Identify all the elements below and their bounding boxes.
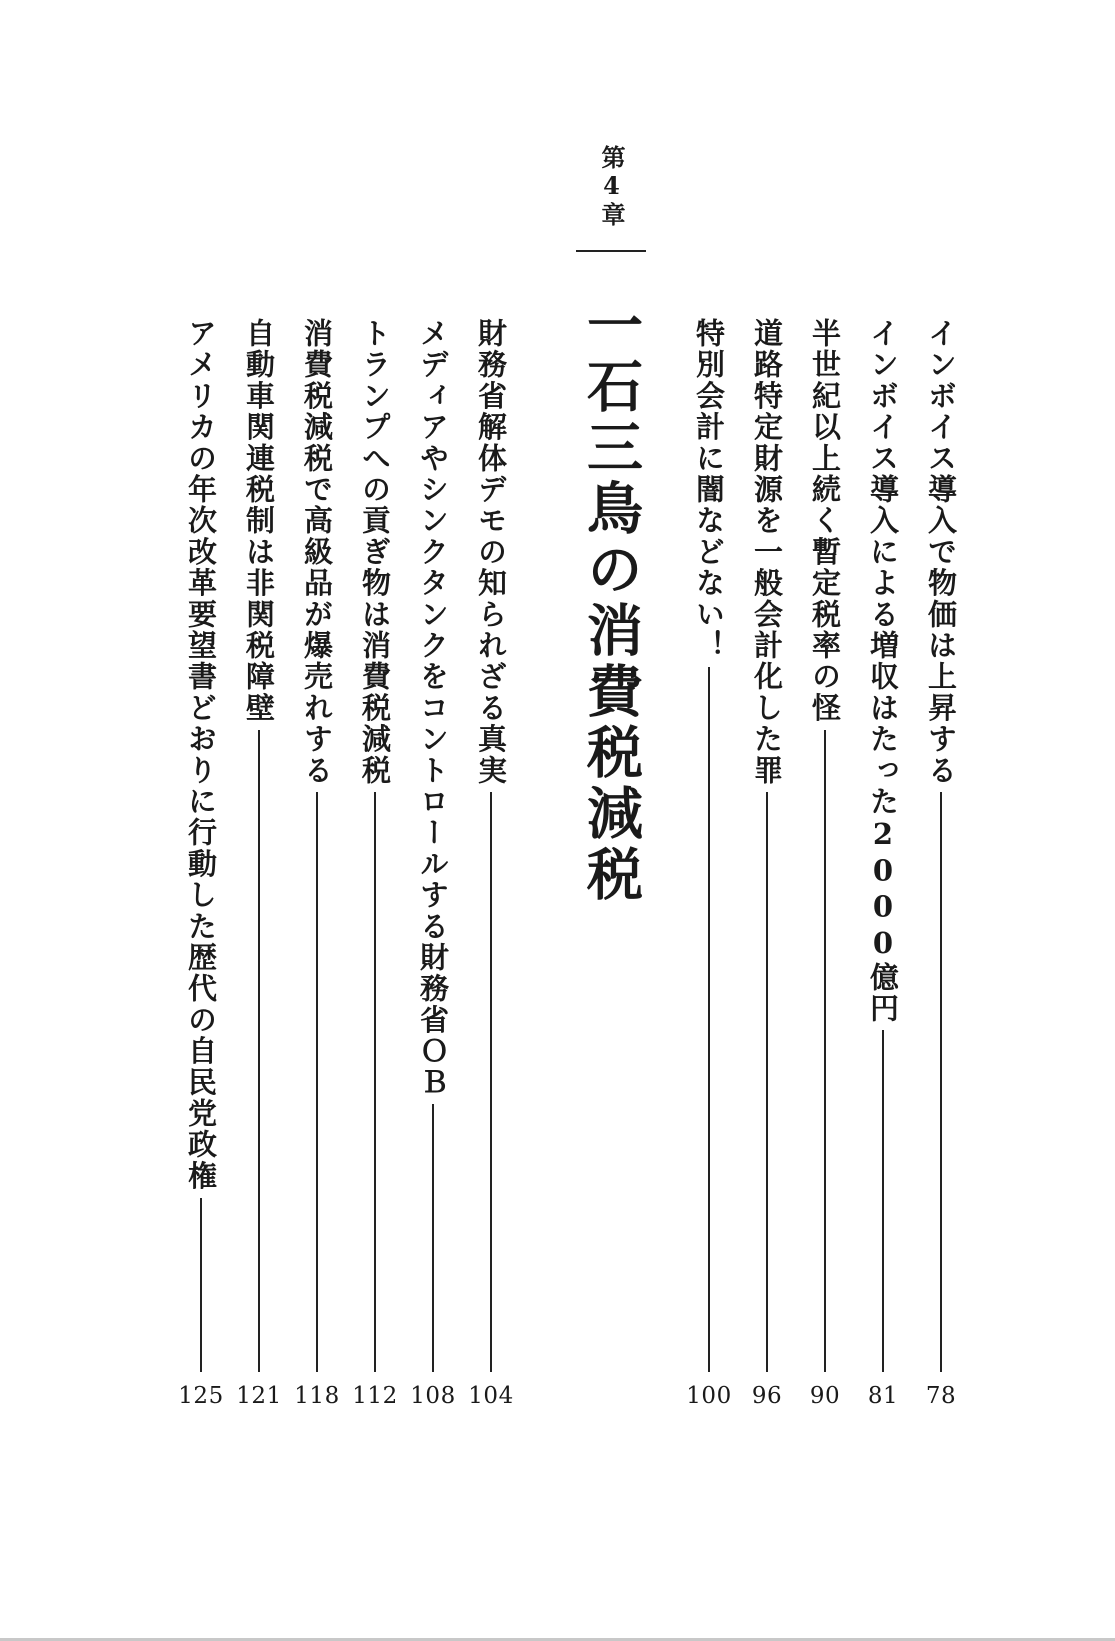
toc-entry-page: 100 bbox=[686, 1383, 732, 1409]
leader-line bbox=[432, 1104, 434, 1372]
leader-line bbox=[490, 792, 492, 1372]
chapter-title: 一石三鳥の消費税減税 bbox=[578, 296, 644, 906]
toc-entry-title: インボイス導入による増収はたった2000億円 bbox=[866, 318, 900, 1025]
toc-entry-page: 104 bbox=[468, 1383, 514, 1409]
toc-entry-page: 96 bbox=[751, 1383, 783, 1409]
toc-entry-title: 自動車関連税制は非関税障壁 bbox=[242, 318, 276, 724]
toc-entry[interactable] bbox=[237, 318, 281, 1372]
toc-entry-page: 112 bbox=[352, 1383, 398, 1409]
leader-line bbox=[824, 730, 826, 1372]
leader-line bbox=[258, 730, 260, 1372]
leader-line bbox=[940, 792, 942, 1372]
toc-entry-title: 半世紀以上続く暫定税率の怪 bbox=[808, 318, 842, 724]
toc-entry-title: トランプへの貢ぎ物は消費税減税 bbox=[358, 318, 392, 786]
toc-entry-page: 81 bbox=[867, 1383, 899, 1409]
toc-entry-title: メディアやシンクタンクをコントロールする財務省ＯＢ bbox=[416, 318, 450, 1098]
leader-line bbox=[200, 1198, 202, 1372]
toc-entry-page: 118 bbox=[294, 1383, 340, 1409]
toc-entry[interactable] bbox=[687, 318, 731, 1372]
toc-entry[interactable] bbox=[353, 318, 397, 1372]
toc-entry-page: 125 bbox=[178, 1383, 224, 1409]
chapter-rule bbox=[576, 250, 646, 252]
toc-entry-title: 財務省解体デモの知られざる真実 bbox=[474, 318, 508, 786]
leader-line bbox=[766, 792, 768, 1372]
toc-entry-title: インボイス導入で物価は上昇する bbox=[924, 318, 958, 786]
toc-entry[interactable] bbox=[745, 318, 789, 1372]
toc-entry[interactable] bbox=[179, 318, 223, 1372]
toc-entry[interactable] bbox=[469, 318, 513, 1372]
toc-entry-page: 90 bbox=[809, 1383, 841, 1409]
toc-entry[interactable] bbox=[803, 318, 847, 1372]
toc-entry[interactable] bbox=[411, 318, 455, 1372]
toc-entry[interactable] bbox=[919, 318, 963, 1372]
chapter-label: 第4章 bbox=[597, 145, 626, 228]
toc-entry-title: 特別会計に闇などない！ bbox=[692, 318, 726, 662]
toc-entry[interactable] bbox=[861, 318, 905, 1372]
toc-entry-page: 78 bbox=[925, 1383, 957, 1409]
leader-line bbox=[708, 667, 710, 1372]
toc-entry-page: 108 bbox=[410, 1383, 456, 1409]
toc-entry[interactable] bbox=[295, 318, 339, 1372]
toc-entry-title: 消費税減税で高級品が爆売れする bbox=[300, 318, 334, 786]
toc-entry-page: 121 bbox=[236, 1383, 282, 1409]
leader-line bbox=[374, 792, 376, 1372]
leader-line bbox=[882, 1030, 884, 1372]
toc-entry-title: 道路特定財源を一般会計化した罪 bbox=[750, 318, 784, 786]
leader-line bbox=[316, 792, 318, 1372]
toc-entry-title: アメリカの年次改革要望書どおりに行動した歴代の自民党政権 bbox=[184, 318, 218, 1192]
